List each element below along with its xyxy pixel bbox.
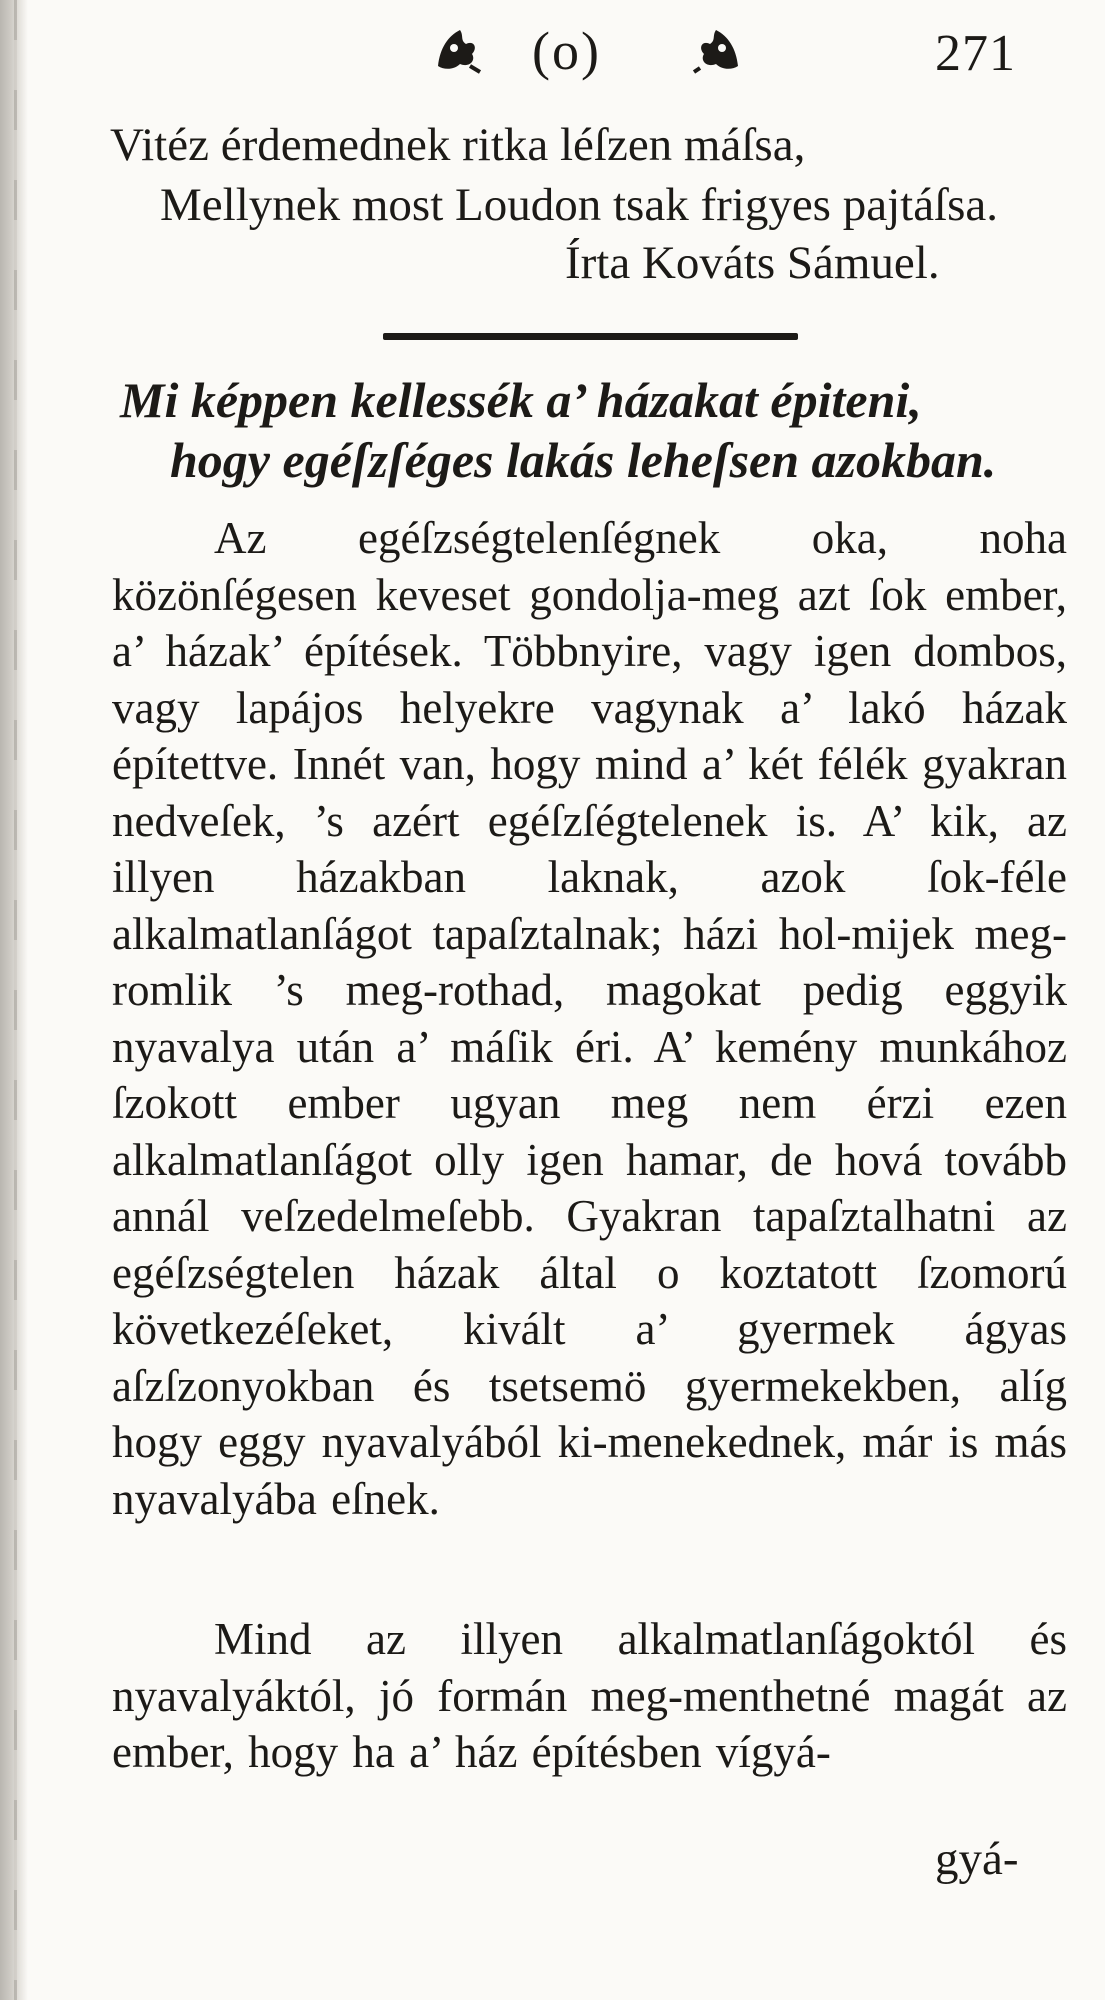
article-title-line-2: hogy egéſzſéges lakás leheſsen azokban. — [170, 432, 997, 488]
body-paragraph-1 — [112, 510, 1067, 1527]
signature-mark: (o) — [532, 21, 601, 81]
section-divider-rule — [383, 333, 798, 340]
article-title-line-1: Mi képpen kellessék a’ házakat épiteni, — [120, 372, 922, 428]
poem-author: Írta Kováts Sámuel. — [565, 237, 940, 289]
poem-line-1: Vitéz érdemednek ritka léſzen máſsa, — [110, 119, 806, 171]
catchword: gyá- — [935, 1833, 1019, 1885]
body-paragraph-2 — [112, 1611, 1067, 1781]
body-paragraph-1-text: Az egéſzségtelenſégnek oka, noha közönſégesen keveset gondolja-meg azt ſok ember, a’ házak’ építések. Többnyire, vagy igen dombos, vagy lapájos helyekre vagynak a’ lakó házak építettve. Innét van, hogy mind a’ két félék gyakran nedveſek, ’s azért egéſzſégtelenek is. A’ kik, az illyen házakban laknak, azok ſok-féle alkalmatlanſágot tapaſztalnak; házi hol-mijek meg-romlik ’s meg-rothad, magokat pedig eggyik nyavalya után a’ máſik éri. A’ kemény munkához ſzokott ember ugyan meg nem érzi ezen alkalmatlanſágot olly igen hamar, de hová tovább annál veſzedelmeſebb. Gyakran tapaſztalhatni az egéſzségtelen házak által o koztatott ſzomorú következéſeket, kivált a’ gyermek ágyas aſzſzonyokban és tsetsemö gyermekekben, alíg hogy eggy nyavalyából ki-menekednek, már is más nyavalyába eſnek. — [112, 513, 1067, 1524]
page-header — [0, 14, 1105, 94]
poem-line-2: Mellynek most Loudon tsak frigyes pajtáſsa. — [160, 179, 999, 231]
right-floral-ornament-icon — [690, 18, 746, 74]
book-spine-shadow — [0, 0, 28, 2000]
page-number: 271 — [935, 25, 1016, 82]
left-floral-ornament-icon — [430, 18, 486, 74]
body-paragraph-2-text: Mind az illyen alkalmatlanſágoktól és nyavalyáktól, jó formán meg-menthetné magát az ember, hogy ha a’ ház építésben vígyá- — [112, 1614, 1067, 1777]
